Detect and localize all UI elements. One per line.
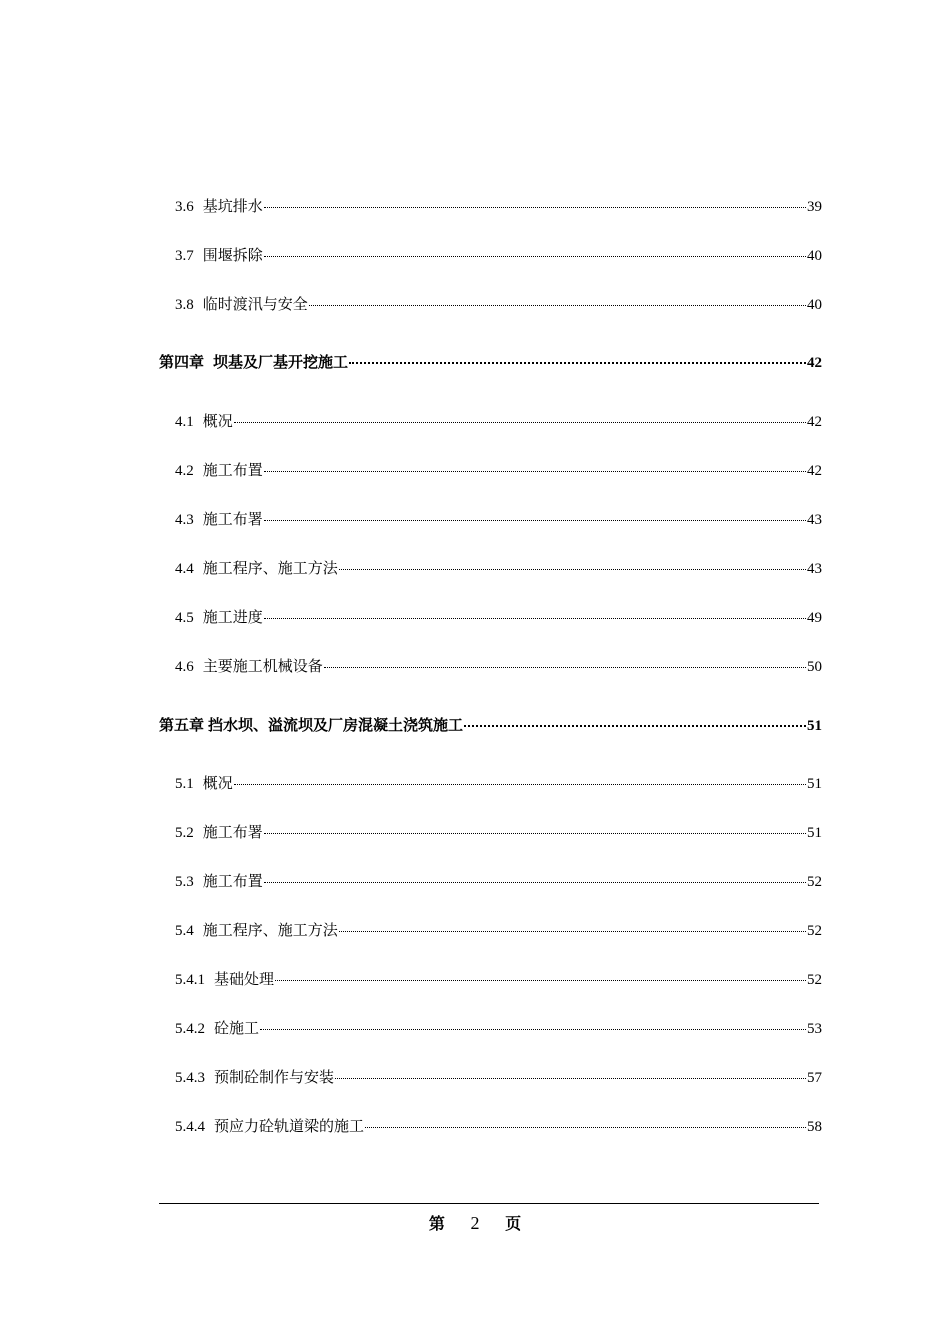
toc-dot-leader — [234, 421, 806, 423]
toc-entry[interactable] — [175, 1116, 822, 1137]
toc-entry-page: 40 — [807, 248, 822, 264]
toc-dot-leader — [365, 1126, 806, 1128]
toc-dot-leader — [234, 783, 806, 785]
toc-entry[interactable] — [175, 822, 822, 843]
toc-entry[interactable] — [175, 411, 822, 432]
toc-dot-leader — [324, 666, 806, 668]
toc-entry-number: 4.4 — [175, 561, 194, 577]
toc-dot-leader — [309, 304, 806, 306]
toc-entry-number: 5.2 — [175, 825, 194, 841]
toc-dot-leader — [264, 832, 806, 834]
toc-entry-page: 57 — [807, 1070, 822, 1086]
toc-entry-number: 5.4.4 — [175, 1119, 205, 1135]
toc-entry-page: 39 — [807, 199, 822, 215]
toc-entry-title: 施工程序、施工方法 — [202, 921, 338, 939]
toc-entry[interactable] — [175, 460, 822, 481]
toc-dot-leader — [264, 470, 806, 472]
toc-entry-number: 4.2 — [175, 463, 194, 479]
toc-entry-title: 施工布署 — [202, 823, 263, 841]
toc-entry-page: 50 — [807, 659, 822, 675]
toc-dot-leader — [264, 519, 806, 521]
toc-entry-title: 临时渡汛与安全 — [202, 295, 308, 313]
toc-dot-leader — [339, 930, 806, 932]
toc-entry-page: 52 — [807, 923, 822, 939]
toc-entry-page: 43 — [807, 512, 822, 528]
toc-dot-leader — [264, 255, 806, 257]
toc-chapter-number: 第四章 — [159, 353, 205, 371]
toc-entry-title: 基础处理 — [214, 970, 275, 988]
toc-entry-number: 4.3 — [175, 512, 194, 528]
toc-dot-leader — [335, 1077, 806, 1079]
toc-entry-page: 49 — [807, 610, 822, 626]
toc-entry-number: 5.3 — [175, 874, 194, 890]
toc-chapter-number: 第五章 — [159, 716, 205, 734]
toc-entry-page: 58 — [807, 1119, 822, 1135]
toc-entry[interactable] — [175, 969, 822, 990]
footer-page-prefix: 第 — [428, 1214, 445, 1233]
toc-entry[interactable] — [175, 656, 822, 677]
toc-entry[interactable] — [175, 196, 822, 217]
footer-divider — [159, 1203, 819, 1204]
toc-dot-leader — [260, 1028, 806, 1030]
toc-dot-leader — [264, 881, 806, 883]
toc-entry-page: 40 — [807, 297, 822, 313]
toc-entry-number: 3.8 — [175, 297, 194, 313]
footer-page-suffix: 页 — [505, 1214, 522, 1233]
toc-chapter-entry[interactable] — [159, 715, 822, 736]
toc-entry[interactable] — [175, 1018, 822, 1039]
toc-entry-title: 围堰拆除 — [202, 246, 263, 264]
toc-entry-page: 53 — [807, 1021, 822, 1037]
toc-dot-leader — [464, 724, 806, 727]
toc-entry-page: 52 — [807, 972, 822, 988]
toc-entry-number: 5.4.1 — [175, 972, 205, 988]
toc-chapter-page: 42 — [807, 355, 822, 371]
toc-entry-title: 预应力砼轨道梁的施工 — [214, 1117, 365, 1135]
toc-entry-page: 51 — [807, 776, 822, 792]
toc-entry-title: 施工进度 — [202, 608, 263, 626]
page-footer — [0, 1211, 950, 1234]
toc-dot-leader — [264, 206, 806, 208]
toc-chapter-title: 坝基及厂基开挖施工 — [213, 353, 349, 371]
toc-dot-leader — [275, 979, 806, 981]
toc-entry-title: 预制砼制作与安装 — [214, 1068, 335, 1086]
toc-chapter-entry[interactable] — [159, 352, 822, 373]
toc-entry-page: 43 — [807, 561, 822, 577]
toc-entry[interactable] — [175, 558, 822, 579]
toc-entry-title: 施工布置 — [202, 461, 263, 479]
toc-entry-page: 42 — [807, 463, 822, 479]
toc-entry[interactable] — [175, 773, 822, 794]
toc-entry-page: 51 — [807, 825, 822, 841]
toc-entry-title: 基坑排水 — [202, 197, 263, 215]
toc-entry-number: 4.1 — [175, 414, 194, 430]
toc-entry-page: 42 — [807, 414, 822, 430]
footer-page-number: 2 — [470, 1213, 480, 1233]
toc-dot-leader — [264, 617, 806, 619]
toc-entry[interactable] — [175, 920, 822, 941]
toc-entry-page: 52 — [807, 874, 822, 890]
toc-entry-number: 3.7 — [175, 248, 194, 264]
toc-chapter-page: 51 — [807, 718, 822, 734]
toc-entry-number: 5.4.3 — [175, 1070, 205, 1086]
toc-entry-title: 施工布署 — [202, 510, 263, 528]
toc-entry-title: 施工程序、施工方法 — [202, 559, 338, 577]
toc-dot-leader — [339, 568, 806, 570]
toc-entry-number: 5.1 — [175, 776, 194, 792]
toc-entry-title: 施工布置 — [202, 872, 263, 890]
toc-entry-number: 3.6 — [175, 199, 194, 215]
toc-entry[interactable] — [175, 245, 822, 266]
toc-dot-leader — [349, 361, 806, 364]
toc-entry-number: 5.4.2 — [175, 1021, 205, 1037]
toc-entry-title: 砼施工 — [214, 1019, 260, 1037]
toc-entry-number: 4.6 — [175, 659, 194, 675]
toc-entry[interactable] — [175, 871, 822, 892]
toc-entry-title: 概况 — [202, 412, 233, 430]
toc-entry-number: 5.4 — [175, 923, 194, 939]
toc-entry[interactable] — [175, 509, 822, 530]
toc-entry-number: 4.5 — [175, 610, 194, 626]
toc-entry[interactable] — [175, 294, 822, 315]
toc-entry[interactable] — [175, 1067, 822, 1088]
toc-entry-title: 主要施工机械设备 — [202, 657, 323, 675]
toc-entry-title: 概况 — [202, 774, 233, 792]
toc-chapter-title: 挡水坝、溢流坝及厂房混凝土浇筑施工 — [208, 716, 464, 734]
toc-entry[interactable] — [175, 607, 822, 628]
